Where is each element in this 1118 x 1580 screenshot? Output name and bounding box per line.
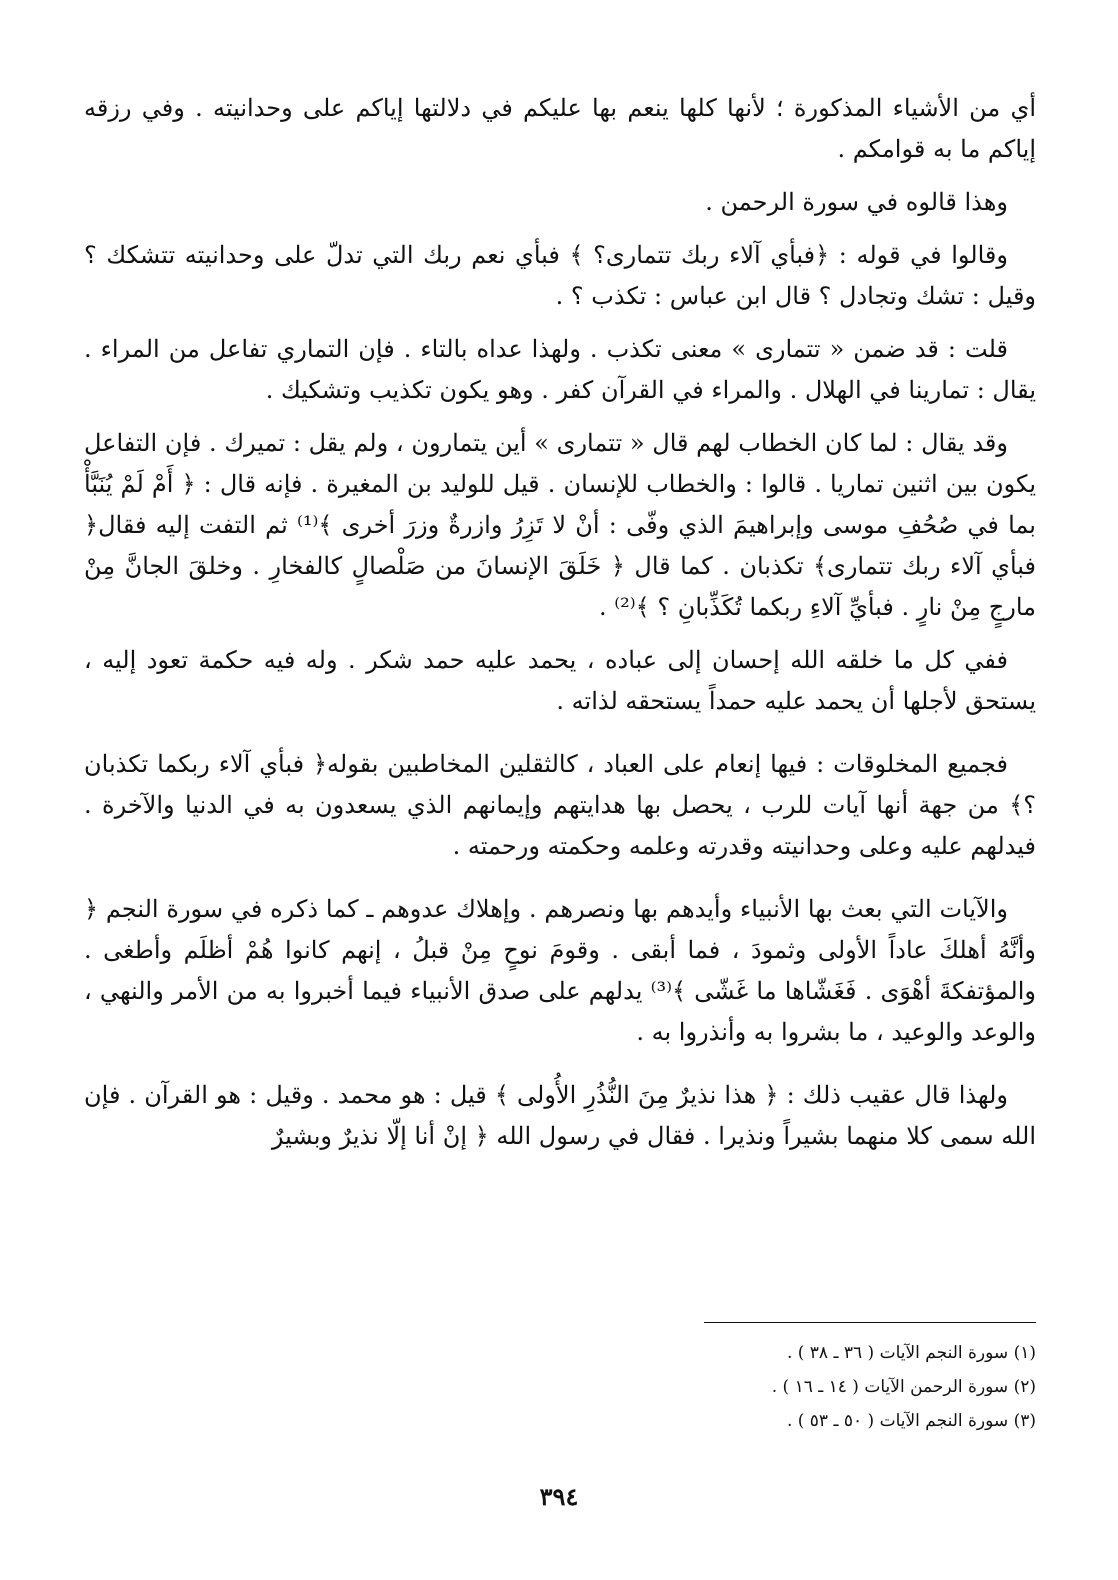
footnote-3: (٣) سورة النجم الآيات ( ٥٠ ـ ٥٣ ) . [786, 1411, 1036, 1431]
footnotes [436, 1336, 1036, 1438]
footnote-1: (١) سورة النجم الآيات ( ٣٦ ـ ٣٨ ) . [786, 1343, 1036, 1363]
paragraph-6: ففي كل ما خلقه الله إحسان إلى عباده ، يحمد عليه حمد شكر . وله فيه حكمة تعود إليه ، يستحق لأجلها أن يحمد عليه حمداً يستحقه لذاته . [84, 646, 1036, 715]
footnote-divider [704, 1322, 1036, 1323]
paragraph-9: ولهذا قال عقيب ذلك : ﴿ هذا نذيرٌ مِنَ النُّذُرِ الأُولى ﴾ قيل : هو محمد . وقيل : هو القرآن . فإن الله سمى كلا منهما بشيراً ونذيرا . فقال في رسول الله ﴿ إنْ أنا إلّا نذيرٌ وبشيرٌ [84, 1081, 1036, 1150]
paragraph-3: وقالوا في قوله : ﴿فبأي آلاء ربك تتمارى؟ ﴾ فبأي نعم ربك التي تدلّ على وحدانيته تتشكك ؟ وقيل : تشك وتجادل ؟ قال ابن عباس : تكذب ؟ . [84, 241, 1036, 310]
footnote-2: (٢) سورة الرحمن الآيات ( ١٤ ـ ١٦ ) . [771, 1377, 1036, 1397]
page-number: ٣٩٤ [539, 1482, 579, 1511]
paragraph-7: فجميع المخلوقات : فيها إنعام على العباد ، كالثقلين المخاطبين بقوله﴿ فبأي آلاء ربكما تكذبان ؟﴾ من جهة أنها آيات للرب ، يحصل بها هدايتهم وإيمانهم الذي يسعدون به في الدنيا والآخرة . فيدلهم عليه وعلى وحدانيته وقدرته وعلمه وحكمته ورحمته . [84, 750, 1036, 860]
page-body [84, 88, 1036, 1169]
paragraph-8: والآيات التي بعث بها الأنبياء وأيدهم بها ونصرهم . وإهلاك عدوهم ـ كما ذكره في سورة النجم ﴿ وأنَّهُ أهلكَ عاداً الأولى وثمودَ ، فما أبقى . وقومَ نوحٍ مِنْ قبلُ ، إنهم كانوا هُمْ أظلَم وأطغى . والمؤتفكةَ أهْوَى . فَغَشّاها ما غَشّى ﴾⁽³⁾ يدلهم على صدق الأنبياء فيما أخبروا به من الأمر والنهي ، والوعد والوعيد ، ما بشروا به وأنذروا به . [84, 895, 1036, 1046]
paragraph-4: قلت : قد ضمن « تتمارى » معنى تكذب . ولهذا عداه بالتاء . فإن التماري تفاعل من المراء . يقال : تمارينا في الهلال . والمراء في القرآن كفر . وهو يكون تكذيب وتشكيك . [84, 335, 1036, 404]
paragraph-1: أي من الأشياء المذكورة ؛ لأنها كلها ينعم بها عليكم في دلالتها إياكم على وحدانيته . وفي رزقه إياكم ما به قوامكم . [84, 94, 1036, 163]
paragraph-2: وهذا قالوه في سورة الرحمن . [705, 188, 1008, 216]
paragraph-5: وقد يقال : لما كان الخطاب لهم قال « تتمارى » أين يتمارون ، ولم يقل : تميرك . فإن التفاعل يكون بين اثنين تماريا . قالوا : والخطاب للإنسان . قيل للوليد بن المغيرة . فإنه قال : ﴿ أَمْ لَمْ يُنَبَّأْ بما في صُحُفِ موسى وإبراهيمَ الذي وفّى : أنْ لا تَزِرُ وازرةٌ وزرَ أخرى ﴾⁽¹⁾ ثم التفت إليه فقال﴿ فبأي آلاء ربك تتمارى﴾ تكذبان . كما قال ﴿ خَلَقَ الإنسانَ من صَلْصالٍ كالفخارِ . وخلقَ الجانَّ مِنْ مارجٍ مِنْ نارٍ . فبأيِّ آلاءِ ربكما تُكَذِّبانِ ؟ ﴾⁽²⁾ . [84, 429, 1036, 621]
